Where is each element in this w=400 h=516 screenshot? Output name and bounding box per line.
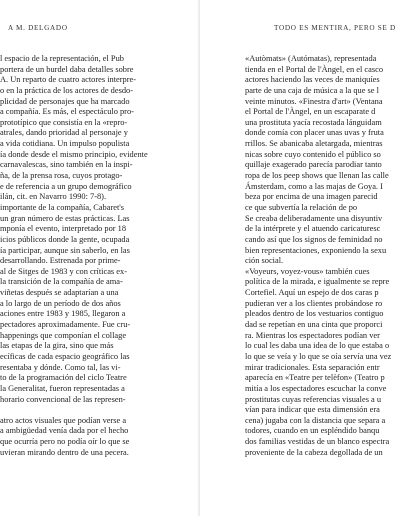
text-line: el Portal de l'Àngel, en un escaparate d <box>245 107 376 117</box>
text-line-blank <box>0 405 148 416</box>
text-line: pudieran ver a los clientes probándose ro <box>245 298 383 308</box>
text-line: plicidad de personajes que ha marcado <box>0 96 130 106</box>
text-line: aparecía en «Teatre per telèfon» (Teatro p <box>245 373 385 383</box>
text-line: a vida cotidiana. Un impulso populista <box>0 139 130 149</box>
text-line: o en la práctica de los actores de desdo- <box>0 85 134 95</box>
text-line: carnavalescas, sino también en la inspi- <box>0 160 133 170</box>
text-line: «Voyeurs, voyez-vous» también cues <box>245 266 370 276</box>
text-line: vían para indicar que esta dimensión era <box>245 405 380 415</box>
text-line: bien representaciones, exponiendo la sexu <box>245 245 387 255</box>
text-line: portera de un burdel daba detalles sobre <box>0 64 134 74</box>
text-line: ce que subvertía la relación de po <box>245 202 358 212</box>
text-line: «Autòmats» (Autómatas), representada <box>245 54 377 63</box>
text-line: actores haciendo las veces de maniquíes <box>245 75 380 85</box>
text-line: ía donde desde el mismo principio, evidente <box>0 149 148 159</box>
text-line: ra. Mientras los espectadores podían ver <box>245 330 380 340</box>
text-line: desarrollando. Estrenada por prime- <box>0 256 121 266</box>
text-line: ía participar, aunque sin saberlo, en las <box>0 245 130 255</box>
right-text-column <box>245 54 391 458</box>
text-line: quillaje exagerado parecía parodiar tanto <box>245 160 382 170</box>
text-line: to de la programación del ciclo Teatre <box>0 373 127 383</box>
text-line: lo que se veía y lo que se oía servía una vez <box>245 351 392 361</box>
right-page <box>200 0 400 516</box>
text-line: al de Sitges de 1983 y con críticas ex- <box>0 266 127 276</box>
text-line: todores, cuando en un espléndido banqu <box>245 426 380 436</box>
text-line: cando así que los signos de feminidad no <box>245 234 383 244</box>
text-line: Ámsterdam, como a las majas de Goya. I <box>245 181 383 191</box>
text-line: horario convencional de las represen- <box>0 394 126 404</box>
text-line: política de la mirada, e igualmente se repre <box>245 277 390 287</box>
text-line: nicas sobre cuyo contenido el público so <box>245 149 381 159</box>
text-line: atro actos visuales que podían verse a <box>0 415 127 425</box>
text-line: cena) jugaba con la distancia que separa a <box>245 415 386 425</box>
text-line: e de referencia a un grupo demográfico <box>0 181 132 191</box>
text-line: una prostituta yacía recostada lánguidam <box>245 117 382 127</box>
text-line: happenings que componían el collage <box>0 330 127 340</box>
text-line: ción social. <box>245 256 284 266</box>
text-line: a compañía. Es más, el espectáculo pro- <box>0 107 134 117</box>
text-line: de la intérprete y el atuendo caricaturesc <box>245 224 381 234</box>
text-line: a ambigüedad venía dada por el hecho <box>0 426 129 436</box>
text-line: pleados dentro de los vestuarios contiguo <box>245 309 384 319</box>
text-line: A. Un reparto de cuatro actores interpre- <box>0 75 137 85</box>
text-line: viñetas después se adaptarían a una <box>0 288 119 298</box>
text-line: las etapas de la gira, sino que más <box>0 341 114 351</box>
text-line: uvieran mirando dentro de una pecera. <box>0 447 129 457</box>
text-line: prostitutas cuyas referencias visuales a u <box>245 394 382 404</box>
text-line: atrales, dando prioridad al personaje y <box>0 128 128 138</box>
text-line: Cortefiel. Aquí un espejo de dos caras p <box>245 288 379 298</box>
text-line: l espacio de la representación, el Pub <box>0 54 124 63</box>
text-line: la Generalitat, fueron representadas a <box>0 383 125 393</box>
text-line: ña, de la prensa rosa, cuyos protago- <box>0 171 123 181</box>
text-line: la transición de la compañía de ama- <box>0 277 123 287</box>
running-head-right: TODO ES MENTIRA, PERO SE D <box>274 24 396 32</box>
text-line: tienda en el Portal de l'Àngel, en el casco <box>245 64 384 74</box>
text-line: dos familias vestidas de un blanco espectra <box>245 437 390 447</box>
text-line: veinte minutos. «Finestra d'art» (Ventana <box>245 96 383 106</box>
text-line: icios públicos donde la gente, ocupada <box>0 234 130 244</box>
text-line: a lo largo de un período de dos años <box>0 298 121 308</box>
text-line: rrillos. Se abanicaba aletargada, mientras <box>245 139 383 149</box>
text-line: prototípico que consistía en la «repro- <box>0 117 128 127</box>
text-line: aciones entre 1983 y 1985, llegaron a <box>0 309 126 319</box>
text-line: ilán, cit. en Navarro 1990: 7-8). <box>0 192 107 202</box>
running-head-left: A M. DELGADO <box>8 24 68 32</box>
text-line: lo cual les daba una idea de lo que estaba o <box>245 341 390 351</box>
text-line: pectadores aproximadamente. Fue cru- <box>0 320 131 330</box>
text-line: importante de la compañía, Cabaret's <box>0 202 125 212</box>
text-line: mirar tradicionales. Esta separación entr <box>245 362 380 372</box>
text-line: ecíficas de cada espacio geográfico las <box>0 351 130 361</box>
text-line: beza por encima de una imagen parecid <box>245 192 378 202</box>
text-line: Se creaba deliberadamente una disyuntiv <box>245 213 383 223</box>
left-text-column <box>0 54 148 458</box>
text-line: un gran número de estas prácticas. Las <box>0 213 130 223</box>
text-line: ropa de los peep shows que llenan las calle <box>245 171 389 181</box>
text-line: donde comía con placer unas uvas y fruta <box>245 128 384 138</box>
text-line: mponía el evento, interpretado por 18 <box>0 224 127 234</box>
text-line: que ocurría pero no podía oír lo que se <box>0 437 130 447</box>
text-line: mitía a los espectadores escuchar la conve <box>245 383 387 393</box>
text-line: resentaba y dónde. Como tal, las vi- <box>0 362 121 372</box>
text-line: dad se repetían en una cinta que proporci <box>245 320 383 330</box>
text-line: proveniente de la cabeza degollada de un <box>245 447 383 457</box>
text-line: parte de una caja de música a la que se l <box>245 85 379 95</box>
